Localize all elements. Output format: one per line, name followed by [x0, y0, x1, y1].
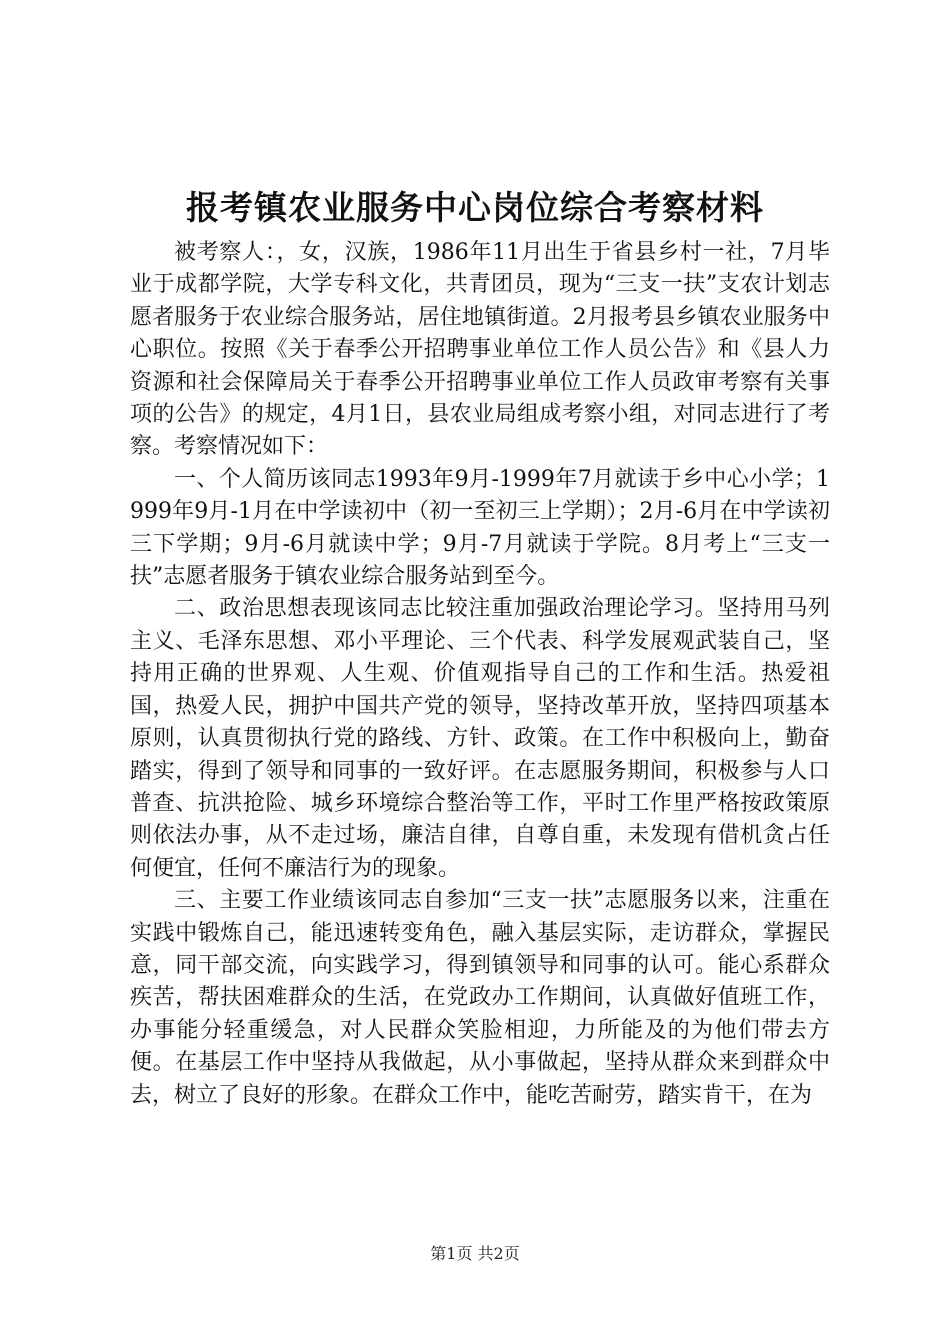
document-title: 报考镇农业服务中心岗位综合考察材料 — [186, 188, 764, 227]
paragraph-achievements: 三、主要工作业绩该同志自参加“三支一扶”志愿服务以来，注重在实践中锻炼自己，能迅速转变角色，融入基层实际，走访群众，掌握民意，同干部交流，向实践学习，得到镇领导和同事的认可。能心系群众疾苦，帮扶困难群众的生活，在党政办工作期间，认真做好值班工作，办事能分轻重缓急，对人民群众笑脸相迎，力所能及的为他们带去方便。在基层工作中坚持从我做起，从小事做起，坚持从群众来到群众中去，树立了良好的形象。在群众工作中，能吃苦耐劳，踏实肯干，在为 — [130, 888, 830, 1108]
document-body — [130, 237, 830, 1112]
paragraph-political: 二、政治思想表现该同志比较注重加强政治理论学习。坚持用马列主义、毛泽东思想、邓小平理论、三个代表、科学发展观武装自己，坚持用正确的世界观、人生观、价值观指导自己的工作和生活。热爱祖国，热爱人民，拥护中国共产党的领导，坚持改革开放，坚持四项基本原则，认真贯彻执行党的路线、方针、政策。在工作中积极向上，勤奋踏实，得到了领导和同事的一致好评。在志愿服务期间，积极参与人口普查、抗洪抢险、城乡环境综合整治等工作，平时工作里严格按政策原则依法办事，从不走过场，廉洁自律，自尊自重，未发现有借机贪占任何便宜，任何不廉洁行为的现象。 — [130, 596, 830, 881]
paragraph-resume: 一、个人简历该同志1993年9月-1999年7月就读于乡中心小学；1999年9月-1月在中学读初中（初一至初三上学期）；2月-6月在中学读初三下学期；9月-6月就读中学；9月-7月就读于学院。8月考上“三支一扶”志愿者服务于镇农业综合服务站到至今。 — [130, 466, 830, 590]
page-number-footer: 第1页 共2页 — [430, 1244, 520, 1263]
paragraph-intro: 被考察人：，女，汉族，1986年11月出生于省县乡村一社，7月毕业于成都学院，大学专科文化，共青团员，现为“三支一扶”支农计划志愿者服务于农业综合服务站，居住地镇街道。2月报考县乡镇农业服务中心职位。按照《关于春季公开招聘事业单位工作人员公告》和《县人力资源和社会保障局关于春季公开招聘事业单位工作人员政审考察有关事项的公告》的规定，4月1日，县农业局组成考察小组，对同志进行了考察。考察情况如下： — [130, 240, 830, 460]
